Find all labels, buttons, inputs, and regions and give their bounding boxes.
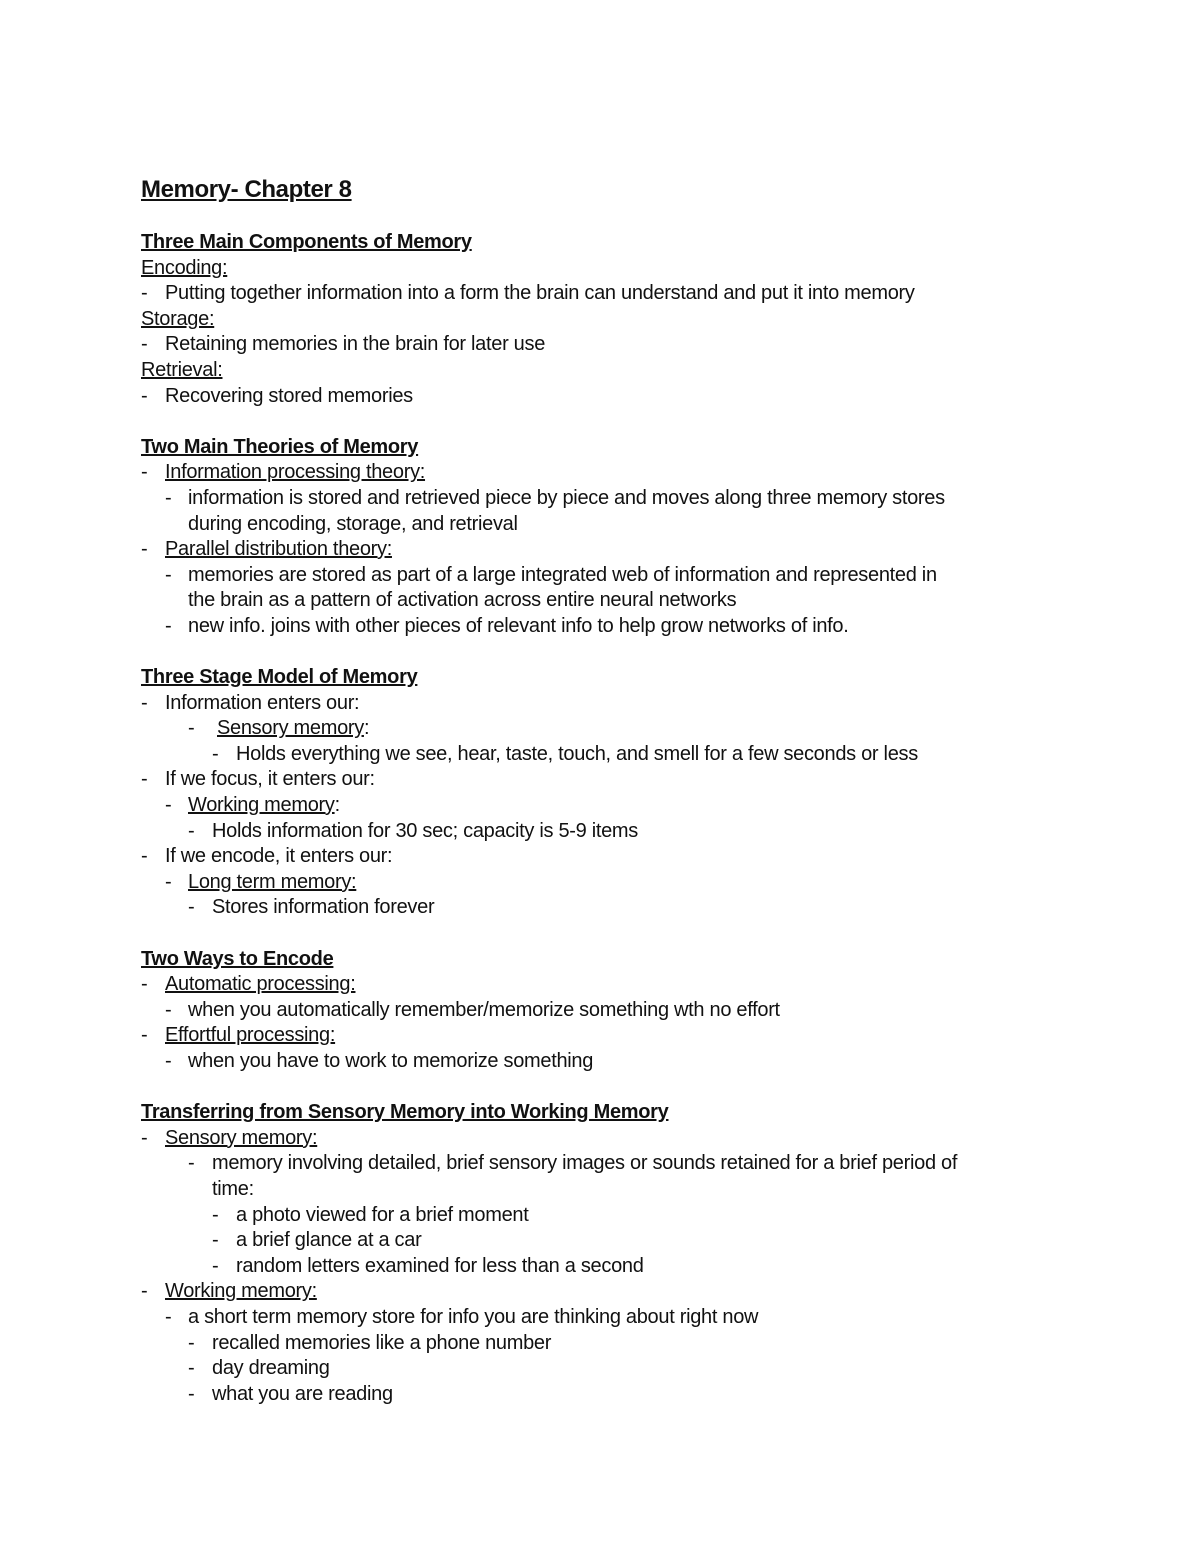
bullet-dash: - <box>141 461 148 484</box>
term-label: Automatic processing: <box>165 973 356 996</box>
bullet-dash: - <box>141 845 148 868</box>
list-item: - Holds everything we see, hear, taste, touch, and smell for a few seconds or less <box>141 742 1081 768</box>
bullet-dash: - <box>165 486 172 509</box>
bullet-dash: - <box>188 1357 195 1380</box>
list-item: - memories are stored as part of a large integrated web of information and represented in <box>141 563 1081 589</box>
bullet-dash: - <box>188 1152 195 1175</box>
bullet-dash: - <box>141 282 148 305</box>
list-item <box>141 460 1081 486</box>
list-item: - a brief glance at a car <box>141 1228 1081 1254</box>
term-label: Effortful processing: <box>165 1024 336 1047</box>
bullet-dash: - <box>165 614 172 637</box>
list-item <box>141 1279 1081 1305</box>
bullet-dash: - <box>165 870 172 893</box>
section-theories <box>141 435 1081 640</box>
section-transfer <box>141 1100 1081 1407</box>
list-item: - memory involving detailed, brief sensory images or sounds retained for a brief period of <box>141 1151 1081 1177</box>
list-item-continuation: time: <box>212 1177 254 1200</box>
term-label: Retrieval: <box>141 358 223 381</box>
list-item: - a short term memory store for info you are thinking about right now <box>141 1305 1081 1331</box>
bullet-dash: - <box>188 819 195 842</box>
bullet-dash: - <box>141 384 148 407</box>
list-item <box>141 1126 1081 1152</box>
list-item: - day dreaming <box>141 1356 1081 1382</box>
bullet-dash: - <box>212 1203 219 1226</box>
section-heading: Three Stage Model of Memory <box>141 666 418 689</box>
bullet-dash: - <box>141 1280 148 1303</box>
list-item: - a photo viewed for a brief moment <box>141 1203 1081 1229</box>
list-item <box>141 870 1081 896</box>
section-heading: Two Ways to Encode <box>141 947 334 970</box>
bullet-dash: - <box>141 333 148 356</box>
list-item: - Recovering stored memories <box>141 384 1081 410</box>
list-item: - information is stored and retrieved piece by piece and moves along three memory stores <box>141 486 1081 512</box>
bullet-dash: - <box>212 1229 219 1252</box>
list-item: - Sensory memory: <box>141 716 1081 742</box>
bullet-dash: - <box>165 1050 172 1072</box>
list-item-continuation: the brain as a pattern of activation across entire neural networks <box>188 589 737 612</box>
list-item: - Information enters our: <box>141 691 1081 717</box>
bullet-dash: - <box>188 1331 195 1354</box>
list-item: - random letters examined for less than a second <box>141 1254 1081 1280</box>
term-label: Working memory <box>188 794 335 817</box>
list-item: - Retaining memories in the brain for later use <box>141 332 1081 358</box>
list-item <box>141 537 1081 563</box>
list-item <box>141 1023 1081 1049</box>
bullet-dash: - <box>141 1024 148 1047</box>
bullet-dash: - <box>141 973 148 996</box>
list-item: - Stores information forever <box>141 895 1081 921</box>
section-heading: Two Main Theories of Memory <box>141 435 419 458</box>
term-label: Long term memory: <box>188 870 357 893</box>
list-item <box>141 972 1081 998</box>
list-item: - when you have to work to memorize something <box>141 1049 1081 1075</box>
term-label: Working memory: <box>165 1280 317 1303</box>
section-heading: Three Main Components of Memory <box>141 231 472 253</box>
list-item: - what you are reading <box>141 1382 1081 1408</box>
list-item: - recalled memories like a phone number <box>141 1331 1081 1357</box>
term-label: Parallel distribution theory: <box>165 538 392 561</box>
section-components <box>141 230 1081 409</box>
bullet-dash: - <box>188 896 195 919</box>
bullet-dash: - <box>141 691 148 714</box>
bullet-dash: - <box>141 768 148 791</box>
bullet-dash: - <box>165 1305 172 1328</box>
term-label: Encoding: <box>141 256 228 279</box>
bullet-dash: - <box>212 742 219 765</box>
list-item: - new info. joins with other pieces of relevant info to help grow networks of info. <box>141 614 1081 640</box>
bullet-dash: - <box>188 717 195 740</box>
bullet-dash: - <box>165 998 172 1021</box>
bullet-dash: - <box>165 794 172 817</box>
bullet-dash: - <box>188 1382 195 1405</box>
term-label: Storage: <box>141 307 215 330</box>
bullet-dash: - <box>212 1254 219 1277</box>
list-item: - If we focus, it enters our: <box>141 767 1081 793</box>
bullet-dash: - <box>141 538 148 561</box>
section-encode <box>141 947 1081 1075</box>
bullet-dash: - <box>165 563 172 586</box>
document-body <box>141 172 1081 1433</box>
term-label: Information processing theory: <box>165 461 426 484</box>
term-label: Sensory memory: <box>165 1126 318 1149</box>
list-item-continuation: during encoding, storage, and retrieval <box>188 512 518 535</box>
list-item: - If we encode, it enters our: <box>141 844 1081 870</box>
bullet-dash: - <box>141 1126 148 1149</box>
term-label: Sensory memory <box>217 717 364 740</box>
list-item: - Working memory: <box>141 793 1081 819</box>
section-heading: Transferring from Sensory Memory into Working Memory <box>141 1101 669 1124</box>
page-title: Memory- Chapter 8 <box>141 176 352 203</box>
section-three-stage <box>141 665 1081 921</box>
list-item: - when you automatically remember/memorize something wth no effort <box>141 998 1081 1024</box>
list-item: - Holds information for 30 sec; capacity is 5-9 items <box>141 819 1081 845</box>
list-item: - Putting together information into a form the brain can understand and put it into memory <box>141 281 1081 307</box>
